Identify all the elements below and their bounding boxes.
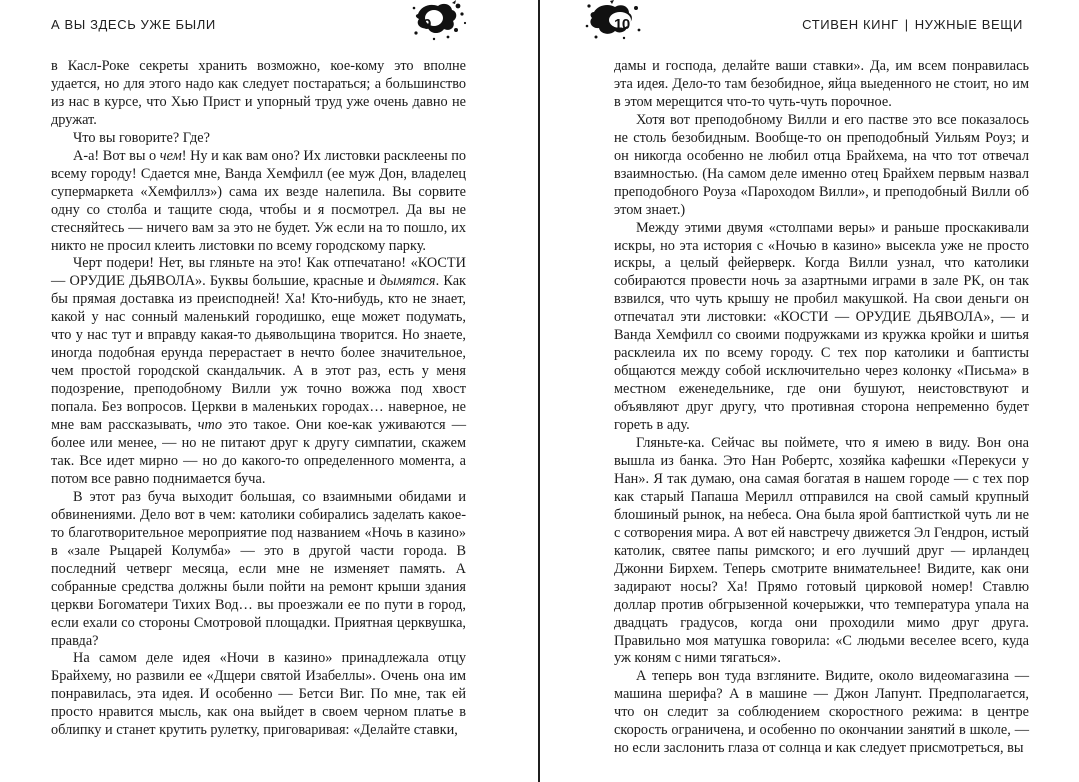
paragraph: в Касл-Роке секреты хранить возможно, кое-кому это вполне удается, но для этого надо как следует постараться; а большинство из нас в курсе, что Хью Прист и упорный труд уже очень давно не дружат. <box>51 58 466 128</box>
paragraph: Гляньте-ка. Сейчас вы поймете, что я имею в виду. Вон она вышла из банка. Это Нан Робертс, хозяйка кафешки «Перекуси у Нан». Я так думаю, она самая богатая в нашем городе — с тех пор как старый Папаша Мерилл отправился на свой самый крупный блошиный рынок, на небеса. Она была ярой баптисткой чуть ли не с сотворения мира. А вот ей навстречу движется Эл Гендрон, истый католик, святее папы римского; и его лучший друг — ирландец Джонни Бирхем. Теперь смотрите внимательнее! Видите, как они задирают носы? Ха! Прямо готовый цирковой номер! Ставлю доллар против обгрызенной кочерыжки, что температура упала на двадцать градусов, когда они проходили мимо друг друга. Правильно моя матушка говорила: «С людьми веселее всего, куда уж коням с ними тягаться». <box>614 435 1029 667</box>
paragraph: В этот раз буча выходит большая, со взаимными обидами и обвинениями. Дело вот в чем: католики собирались заделать какое-то благотворительное мероприятие под названием «Ночь в казино» в «зале Рыцарей Колумба» — это в другой части города. В последний четверг месяца, если мне не изменяет память. А собранные средства должны были пойти на ремонт крыши здания церкви Богоматери Тихих Вод… вы проезжали ее по пути в город, если ехали со стороны Смотровой площадки. Приятная церквушка, правда? <box>51 488 466 649</box>
paragraph: Хотя вот преподобному Вилли и его пастве это все показалось не столь безобидным. Вообще-то он преподобный Уильям Роуз; и он никогда особенно не любил отца Брайхема, на что тот отвечал взаимностью. (На самом деле именно отец Брайхем первым назвал преподобного Роуза «Пароходом Вилли», и преподобный Вилли об этом знает.) <box>614 111 1029 218</box>
running-head-book-title: А ВЫ ЗДЕСЬ УЖЕ БЫЛИ <box>51 17 216 32</box>
paragraph: Между этими двумя «столпами веры» и раньше проскакивали искры, но эта история с «Ночью в казино» высекла уже не просто искры, а целый фейерверк. Когда Вилли узнал, что католики собираются провести ночь за азартными играми в зале РК, он так взвился, что чуть крышу не пробил макушкой. На свои деньги он отпечатал эти листовки: «КОСТИ — ОРУДИЕ ДЬЯВОЛА», — и Ванда Хемфилл со своими подружками из кружка кройки и шитья расклеила их по всему городу. С тех пор католики и баптисты общаются между собой исключительно через колонку «Письма» в местном еженедельнике, где они бушуют, неистовствуют и объявляют друг другу, что противная сторона непременно будет гореть в аду. <box>614 219 1029 434</box>
page-number-left <box>412 0 472 42</box>
emphasis: что <box>197 417 222 434</box>
emphasis: чем <box>159 147 182 164</box>
page-number-text: 9 <box>423 16 431 33</box>
right-page <box>540 0 1079 782</box>
text-run: . Как бы прямая доставка из преисподней! Ха! Кто-нибудь, кто не знает, какой у нас сонный маленький городишко, еще может подумать, что у нас тут и вправду какая-то дьявольщина творится. Но знаете, иногда подобная ерунда перерастает в нечто более значительное, чем простой городской скандальчик. А в этот раз, есть у меня подозрение, преподобному Вилли уж точно вожжа под хвост попала. Без вопросов. Церкви в маленьких городах… наверное, не мне вам рассказывать, <box>51 273 466 434</box>
emphasis: дымятся <box>379 273 436 290</box>
running-head-separator: | <box>904 17 909 32</box>
page-number-text: 10 <box>614 16 630 33</box>
paragraph: дамы и господа, делайте ваши ставки». Да, им всем понравилась эта идея. Дело-то там безобидное, яйца выеденного не стоит, но им в этом мерещится что-то чуть-чуть порочное. <box>614 58 1029 110</box>
running-head-author-title <box>802 17 1023 32</box>
paragraph: Что вы говорите? Где? <box>73 129 210 146</box>
text-run: А-а! Вот вы о <box>73 147 160 164</box>
running-head-author: СТИВЕН КИНГ <box>802 17 899 32</box>
ink-blot-icon <box>412 0 472 42</box>
body-text-right <box>614 58 1029 758</box>
text-run: ! Ну и как вам оно? Их листовки расклеены по всему городу! Сдается мне, Ванда Хемфилл (ее муж Дон, владелец супермаркета «Хемфиллз») сама их везде налепила. Вы сорвите одну со столба и тащите сюда, чтобы и я посмотрел. Да вы не стесняйтесь — ничего вам за это не будет. Уж если на то пошло, их никто не просил клеить листовки по всему городскому парку. <box>51 147 466 254</box>
text-run: это такое. Они кое-как уживаются — более или менее, — но не питают друг к другу симпатии, скажем так. Все идет мирно — но до какого-то определенного момента, а потом все равно поднимается буча. <box>51 417 466 487</box>
paragraph: На самом деле идея «Ночи в казино» принадлежала отцу Брайхему, но развили ее «Дщери святой Изабеллы». Очень она им понравилась, эта идея. И особенно — Бетси Виг. По мне, так ей просто нравится мысль, как она выйдет в своем черном платье в облипку и станет крутить рулетку, приговаривая: «Делайте ставки, <box>51 650 466 739</box>
page-number-right <box>584 0 644 42</box>
body-text-left <box>51 58 466 740</box>
text-run: Черт подери! Нет, вы гляньте на это! Как отпечатано! «КОСТИ — ОРУДИЕ ДЬЯВОЛА». Буквы большие, красные и <box>51 255 466 290</box>
left-page <box>0 0 538 782</box>
paragraph <box>51 255 466 488</box>
paragraph: А теперь вон туда взгляните. Видите, около видеомагазина — машина шерифа? А в машине — Джон Лапунт. Предполагается, что он следит за соблюдением скоростного режима: в центре скорость ограничена, и особенно по окончании занятий в школе, — но если заслонить глаза от солнца и как следует присмотреться, вы <box>614 668 1029 757</box>
paragraph <box>51 148 466 256</box>
running-head-title: НУЖНЫЕ ВЕЩИ <box>914 17 1023 32</box>
